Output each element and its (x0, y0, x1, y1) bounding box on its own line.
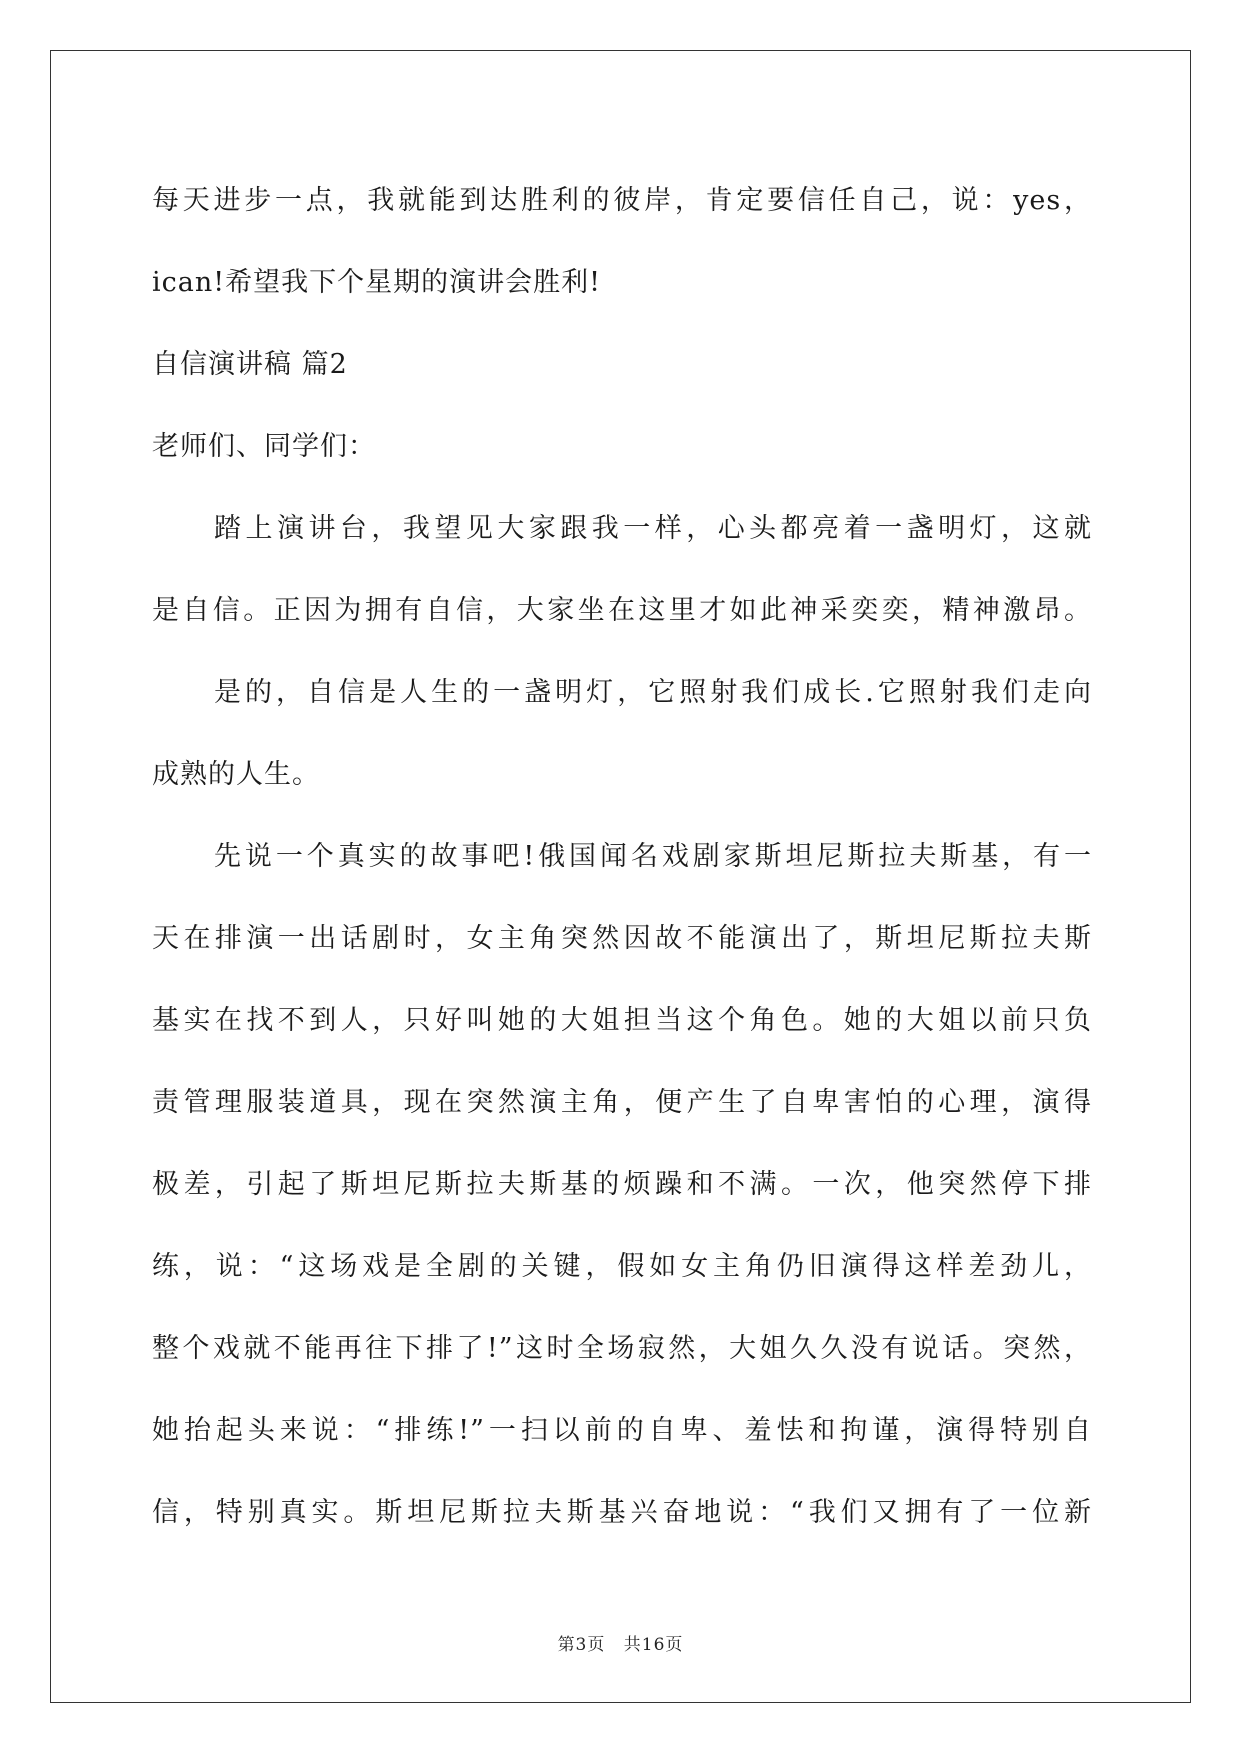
text-line: 基实在找不到人，只好叫她的大姐担当这个角色。她的大姐以前只负 (152, 1005, 1092, 1036)
text-line: 是的，自信是人生的一盏明灯，它照射我们成长.它照射我们走向 (214, 677, 1092, 708)
text-line: 先说一个真实的故事吧!俄国闻名戏剧家斯坦尼斯拉夫斯基，有一 (214, 841, 1092, 872)
text-line: 每天进步一点，我就能到达胜利的彼岸，肯定要信任自己，说：yes， (152, 185, 1092, 216)
text-line: ican!希望我下个星期的演讲会胜利! (152, 267, 601, 298)
text-line: 天在排演一出话剧时，女主角突然因故不能演出了，斯坦尼斯拉夫斯 (152, 923, 1092, 954)
document-body (152, 160, 1092, 1554)
text-line: 成熟的人生。 (152, 759, 320, 790)
salutation: 老师们、同学们： (152, 431, 376, 462)
text-line: 练，说：“这场戏是全剧的关键，假如女主角仍旧演得这样差劲儿， (152, 1251, 1092, 1282)
section-heading: 自信演讲稿 篇2 (152, 349, 348, 380)
text-line: 她抬起头来说：“排练!”一扫以前的自卑、羞怯和拘谨，演得特别自 (152, 1415, 1092, 1446)
text-line: 极差，引起了斯坦尼斯拉夫斯基的烦躁和不满。一次，他突然停下排 (152, 1169, 1092, 1200)
text-line: 信，特别真实。斯坦尼斯拉夫斯基兴奋地说：“我们又拥有了一位新 (152, 1497, 1092, 1528)
text-line: 踏上演讲台，我望见大家跟我一样，心头都亮着一盏明灯，这就 (214, 513, 1092, 544)
text-line: 是自信。正因为拥有自信，大家坐在这里才如此神采奕奕，精神激昂。 (152, 595, 1092, 626)
page-footer (0, 1630, 1241, 1655)
page-number: 第3页 (557, 1635, 606, 1655)
text-line: 整个戏就不能再往下排了!”这时全场寂然，大姐久久没有说话。突然， (152, 1333, 1092, 1364)
page-total: 共16页 (623, 1635, 684, 1655)
text-line: 责管理服装道具，现在突然演主角，便产生了自卑害怕的心理，演得 (152, 1087, 1092, 1118)
